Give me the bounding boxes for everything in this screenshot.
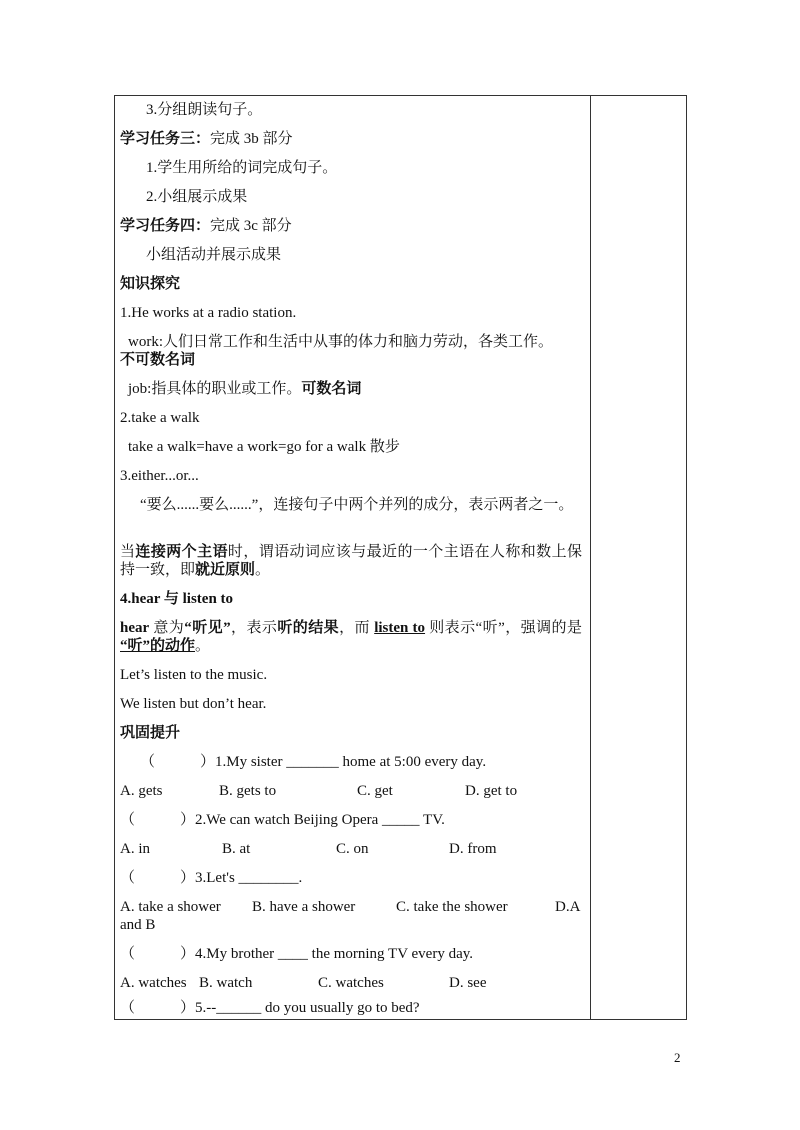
text-span: “听见”	[184, 620, 231, 636]
text-paragraph	[120, 543, 582, 579]
text-line: work:人们日常工作和生活中从事的体力和脑力劳动，各类工作。	[128, 334, 553, 350]
option: A. take a shower	[120, 899, 221, 915]
option: D. from	[449, 841, 497, 857]
text-span: job:指具体的职业或工作。	[128, 381, 302, 397]
lesson-table	[114, 95, 687, 1020]
option: C. get	[357, 783, 393, 799]
task-desc: 完成 3b 部分	[210, 131, 293, 147]
text-span: 可数名词	[301, 381, 362, 397]
text-line: 3.either...or...	[120, 468, 199, 484]
text-line: 1.学生用所给的词完成句子。	[146, 160, 338, 176]
text-span: 。	[195, 638, 211, 654]
text-line: 2.take a walk	[120, 410, 200, 426]
option: B. watch	[199, 975, 253, 991]
option: C. watches	[318, 975, 384, 991]
option: C. on	[336, 841, 369, 857]
text-line: 2.小组展示成果	[146, 189, 248, 205]
option-continuation: and B	[120, 917, 156, 933]
text-line: 4.hear 与 listen to	[120, 591, 234, 607]
text-line	[128, 380, 361, 398]
text-line: take a walk=have a work=go for a walk 散步	[128, 439, 400, 455]
question-options	[120, 840, 585, 858]
text-span: hear	[120, 620, 150, 636]
option: A. watches	[120, 975, 187, 991]
task-three-heading	[120, 130, 293, 148]
text-span: 则表示“听”，强调的是	[425, 620, 582, 636]
option: B. at	[222, 841, 251, 857]
option: D. get to	[465, 783, 518, 799]
option: A. gets	[120, 783, 163, 799]
text-paragraph	[120, 619, 582, 655]
task-label: 学习任务四：	[120, 218, 211, 234]
task-desc: 完成 3c 部分	[210, 218, 292, 234]
text-span: listen to	[374, 620, 426, 636]
option: B. gets to	[219, 783, 277, 799]
option: B. have a shower	[252, 899, 356, 915]
text-span: “听”的动作	[120, 638, 196, 654]
option: A. in	[120, 841, 150, 857]
section-heading-practice: 巩固提升	[120, 725, 181, 741]
text-line: 不可数名词	[120, 352, 196, 368]
text-line: 小组活动并展示成果	[146, 247, 282, 263]
question-stem: （ ）5.--______ do you usually go to bed?	[120, 1000, 420, 1016]
text-span: 就近原则	[195, 562, 256, 578]
question-options	[120, 974, 585, 992]
section-heading-knowledge: 知识探究	[120, 276, 181, 292]
task-four-heading	[120, 217, 292, 235]
text-span: 连接两个主语	[135, 544, 228, 560]
text-span: 时，谓语动词应该与最近的一个主语在人称和数上保持一致，即	[120, 544, 582, 578]
text-line: We listen but don’t hear.	[120, 696, 267, 712]
text-span: ，表示	[230, 620, 278, 636]
task-label: 学习任务三：	[120, 131, 211, 147]
question-stem: （ ）1.My sister _______ home at 5:00 every day.	[140, 754, 487, 770]
text-line: Let’s listen to the music.	[120, 667, 268, 683]
text-span: 听的结果	[277, 620, 340, 636]
option: D.A	[555, 899, 581, 915]
question-options	[120, 782, 585, 800]
text-span: 。	[255, 562, 271, 578]
text-span: 当	[120, 544, 136, 560]
text-line: 3.分组朗读句子。	[146, 102, 263, 118]
text-span: 意为	[149, 620, 185, 636]
option: C. take the shower	[396, 899, 508, 915]
text-span: ，而	[339, 620, 375, 636]
option: D. see	[449, 975, 487, 991]
question-stem: （ ）3.Let's ________.	[120, 870, 303, 886]
column-divider	[590, 96, 591, 1019]
question-options	[120, 898, 585, 916]
page-number: 2	[674, 1050, 681, 1065]
question-stem: （ ）4.My brother ____ the morning TV every day.	[120, 946, 474, 962]
question-stem: （ ）2.We can watch Beijing Opera _____ TV.	[120, 812, 445, 828]
text-paragraph: “要么......要么......”，连接句子中两个并列的成分，表示两者之一。	[140, 497, 574, 513]
text-line: 1.He works at a radio station.	[120, 305, 297, 321]
